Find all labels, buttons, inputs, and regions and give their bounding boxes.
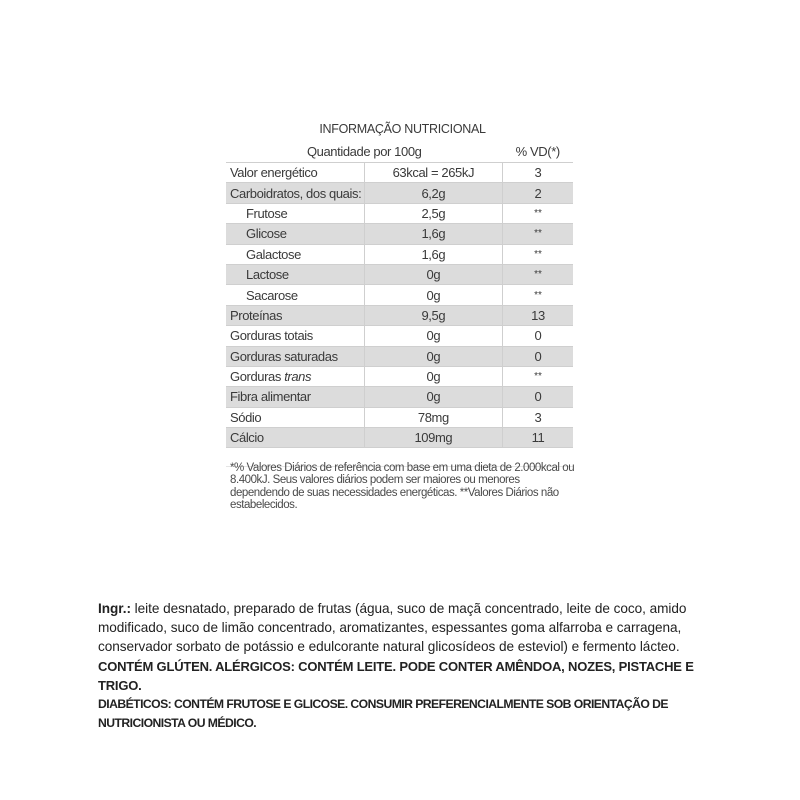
- nutrient-vd: 0: [502, 326, 573, 346]
- nutrient-name-italic: trans: [284, 369, 312, 385]
- table-row: [226, 244, 573, 264]
- ingredients-block: [98, 599, 738, 733]
- nutrient-amount: 0g: [364, 285, 502, 305]
- nutrient-amount: 0g: [364, 346, 502, 366]
- nutrient-name: [226, 366, 364, 386]
- nutrient-name: Valor energético: [226, 163, 364, 183]
- nutrient-name: Gorduras saturadas: [226, 346, 364, 366]
- nutrient-vd: **: [502, 264, 573, 284]
- nutrient-name: Lactose: [226, 264, 364, 284]
- nutrient-vd: 3: [502, 163, 573, 183]
- nutrient-name: Fibra alimentar: [226, 387, 364, 407]
- nutrient-vd: **: [502, 203, 573, 223]
- table-row: [226, 305, 573, 325]
- nutrient-vd: **: [502, 224, 573, 244]
- vd-header: % VD(*): [515, 143, 560, 159]
- table-row: [226, 346, 573, 366]
- nutrient-name: Sódio: [226, 407, 364, 427]
- nutrition-title: INFORMAÇÃO NUTRICIONAL: [319, 122, 486, 136]
- nutrient-amount: 0g: [364, 326, 502, 346]
- nutrient-vd: 0: [502, 346, 573, 366]
- nutrient-amount: 0g: [364, 366, 502, 386]
- nutrient-amount: 0g: [364, 264, 502, 284]
- table-row: [226, 387, 573, 407]
- table-row: [226, 326, 573, 346]
- nutrient-name: Galactose: [226, 244, 364, 264]
- nutrient-name: Carboidratos, dos quais:: [226, 183, 364, 203]
- nutrient-name: Proteínas: [226, 305, 364, 325]
- nutrient-name: Sacarose: [226, 285, 364, 305]
- nutrient-amount: 2,5g: [364, 203, 502, 223]
- nutrient-amount: 6,2g: [364, 183, 502, 203]
- diabetic-warning: DIABÉTICOS: CONTÉM FRUTOSE E GLICOSE. CONSUMIR PREFERENCIALMENTE SOB ORIENTAÇÃO DE NUTRICIONISTA OU MÉDICO.: [98, 697, 668, 731]
- table-row: [226, 264, 573, 284]
- nutrient-name: Glicose: [226, 224, 364, 244]
- nutrient-vd: 11: [502, 428, 573, 448]
- nutrient-amount: 1,6g: [364, 244, 502, 264]
- nutrition-table: [226, 140, 573, 448]
- table-row: [226, 407, 573, 427]
- nutrient-name-prefix: Gorduras: [230, 369, 285, 385]
- nutrient-amount: 0g: [364, 387, 502, 407]
- ingredients-text: leite desnatado, preparado de frutas (água, suco de maçã concentrado, leite de coco, amido modificado, suco de limão concentrado, aromatizantes, espessantes goma alfarroba e carragena, conservador sorbato de potássio e edulcorante natural glicosídeos de esteviol) e fermento lácteo.: [98, 601, 687, 655]
- nutrition-footnote: *% Valores Diários de referência com base em uma dieta de 2.000kcal ou 8.400kJ. Seus valores diários podem ser maiores ou menores dependendo de suas necessidades energéticas. **Valores Diários não estabelecidos.: [230, 462, 575, 512]
- nutrient-vd: 2: [502, 183, 573, 203]
- quantity-header: Quantidade por 100g: [306, 143, 422, 159]
- nutrient-amount: 1,6g: [364, 224, 502, 244]
- nutrient-name: Frutose: [226, 203, 364, 223]
- table-row: [226, 163, 573, 183]
- nutrient-amount: 109mg: [364, 428, 502, 448]
- nutrient-amount: 9,5g: [364, 305, 502, 325]
- table-row: [226, 203, 573, 223]
- nutrient-vd: 3: [502, 407, 573, 427]
- nutrient-name: Gorduras totais: [226, 326, 364, 346]
- nutrient-vd: **: [502, 244, 573, 264]
- table-row: [226, 366, 573, 386]
- nutrient-amount: 78mg: [364, 407, 502, 427]
- allergen-warning: CONTÉM GLÚTEN. ALÉRGICOS: CONTÉM LEITE. PODE CONTER AMÊNDOA, NOZES, PISTACHE E TRIGO.: [98, 658, 694, 693]
- ingredients-label: Ingr.:: [98, 601, 131, 616]
- nutrient-vd: **: [502, 285, 573, 305]
- nutrition-header-row: [226, 140, 573, 163]
- table-row: [226, 224, 573, 244]
- nutrition-facts-panel: [226, 118, 573, 467]
- nutrient-amount: 63kcal = 265kJ: [364, 163, 502, 183]
- table-row: [226, 428, 573, 448]
- table-row: [226, 183, 573, 203]
- table-row: [226, 285, 573, 305]
- nutrient-vd: **: [502, 366, 573, 386]
- nutrient-vd: 13: [502, 305, 573, 325]
- nutrient-vd: 0: [502, 387, 573, 407]
- nutrient-name: Cálcio: [226, 428, 364, 448]
